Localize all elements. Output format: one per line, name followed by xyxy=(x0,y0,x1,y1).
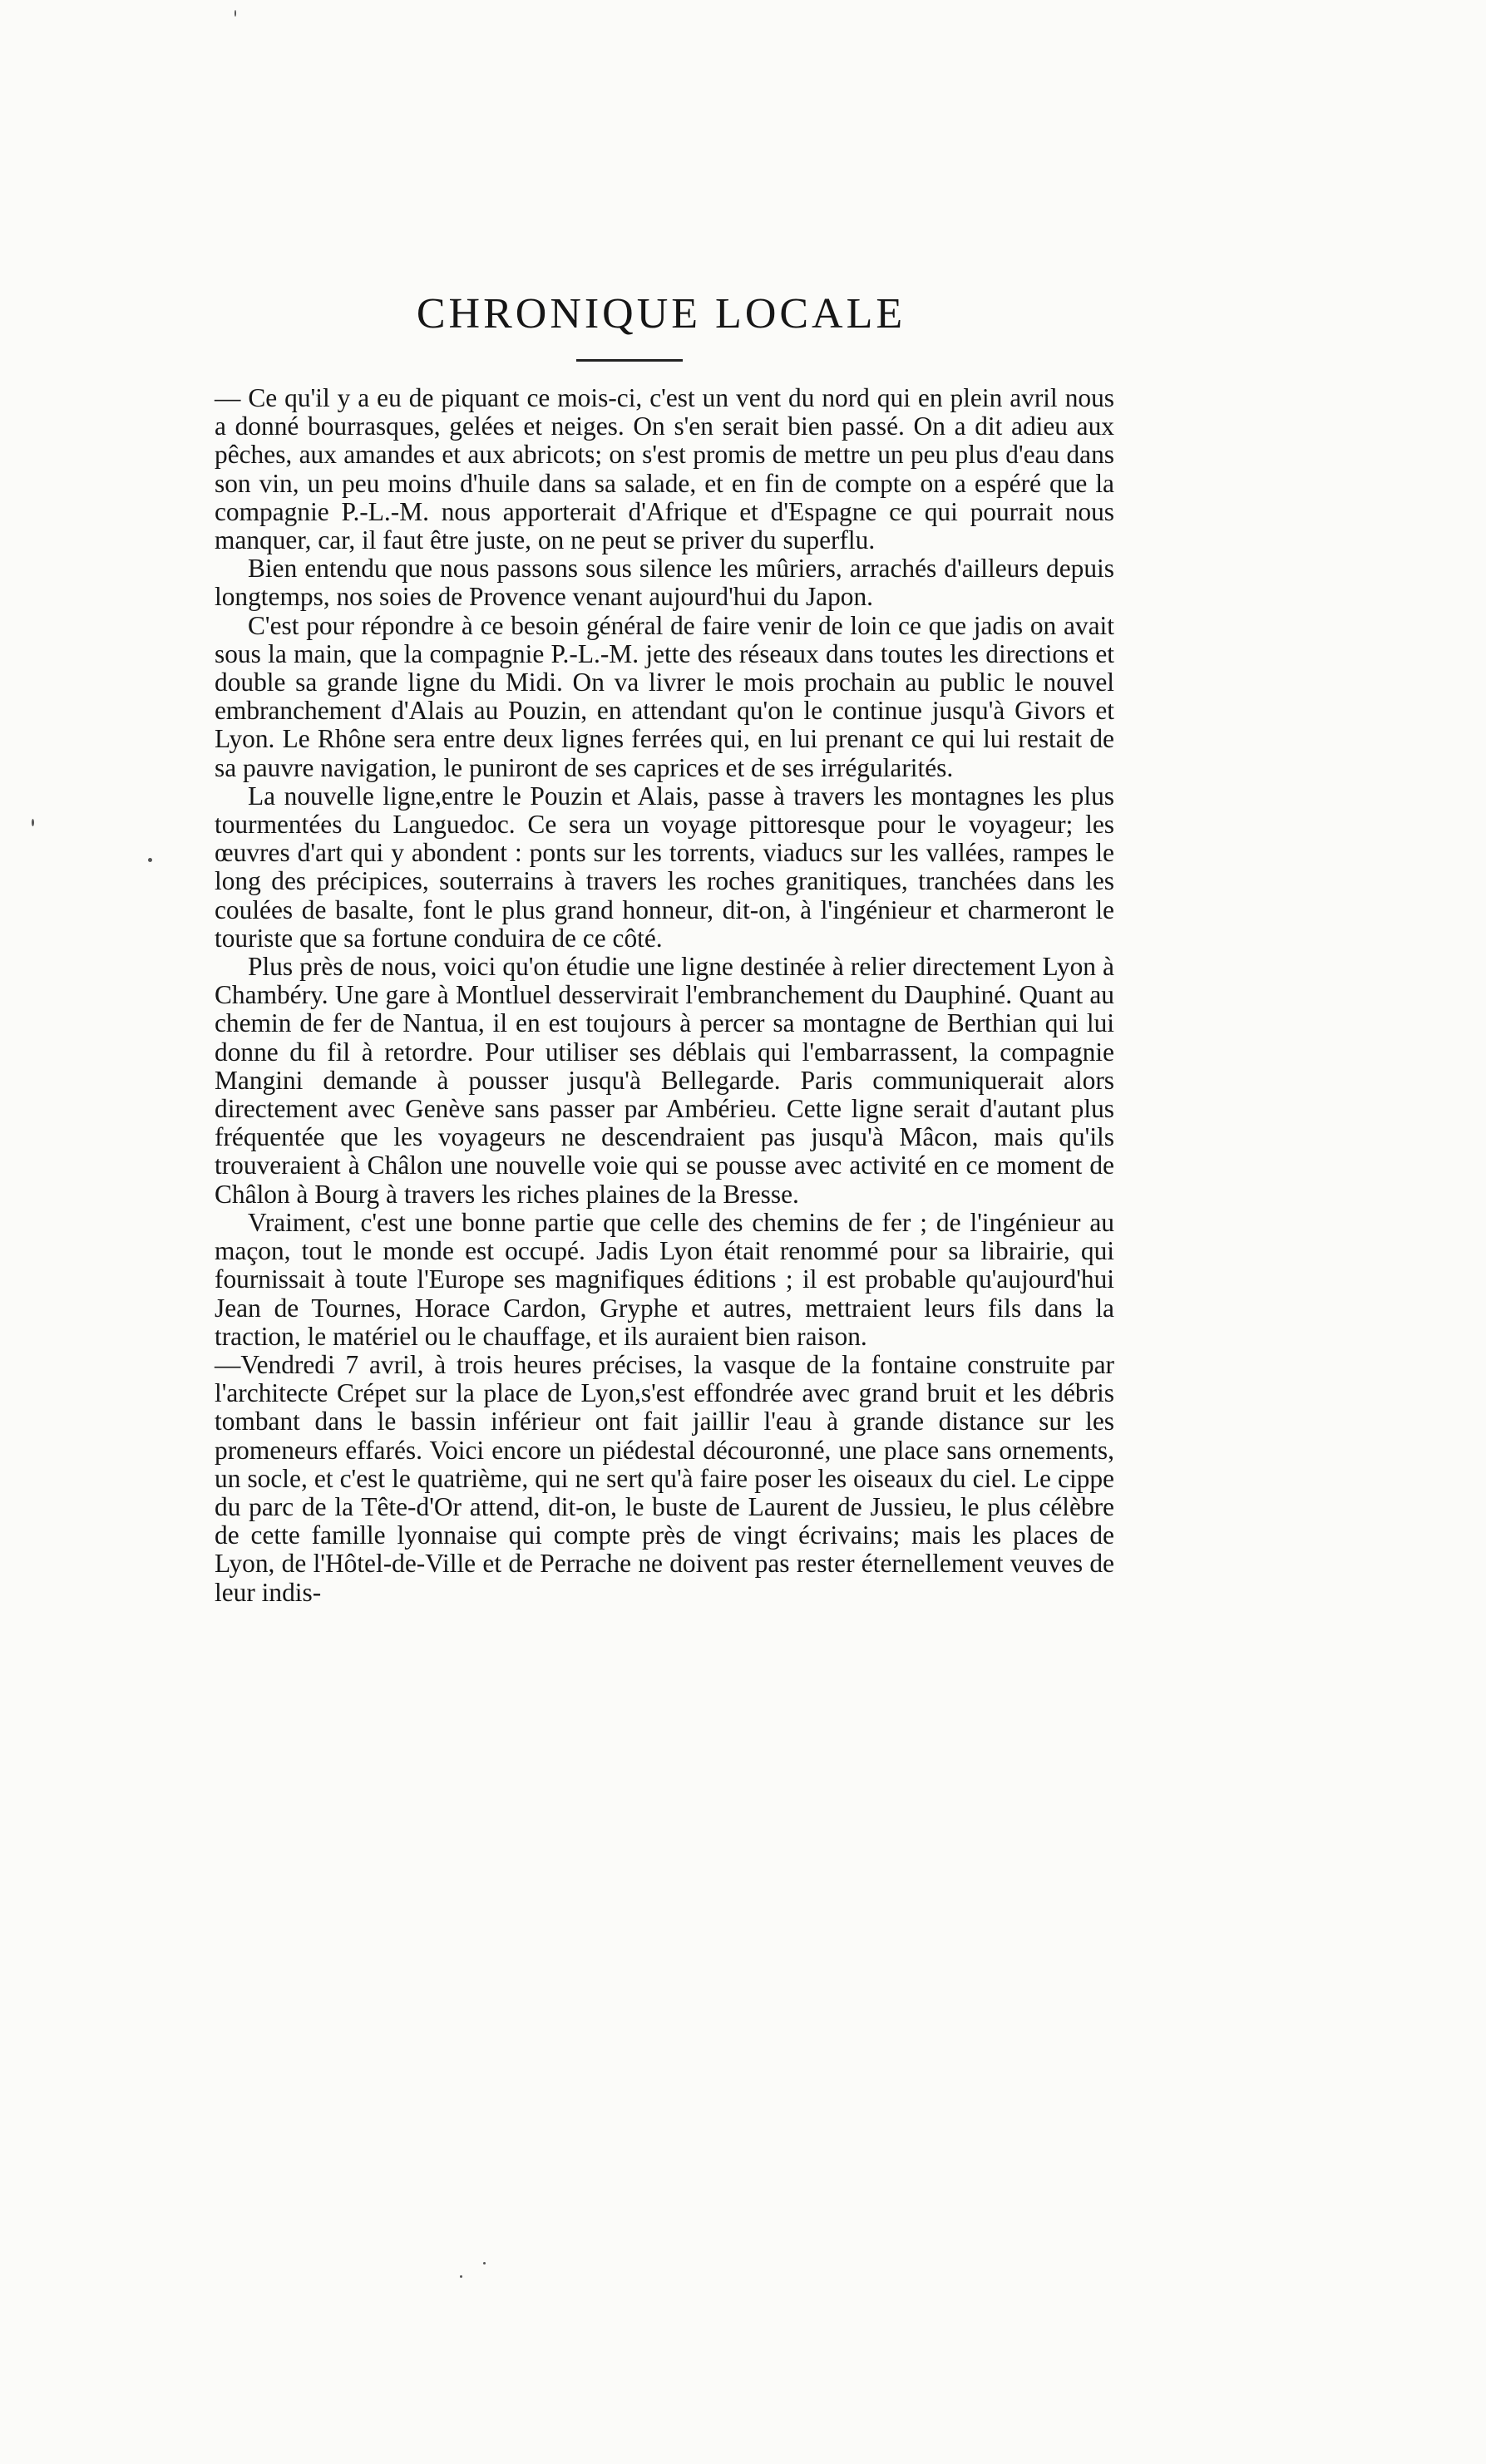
speck xyxy=(483,2262,486,2264)
speck xyxy=(235,10,236,17)
title-rule xyxy=(576,359,683,362)
paragraph-6: Vraiment, c'est une bonne partie que celle des chemins de fer ; de l'ingénieur au maçon, tout le monde est occupé. Jadis Lyon était renommé pour sa librairie, qui fournissait à toute l'Europe ses magnifiques éditions ; il est probable qu'aujourd'hui Jean de Tournes, Horace Cardon, Gryphe et autres, mettraient leurs fils dans la traction, le matériel ou le chauffage, et ils auraient bien raison. xyxy=(215,1207,1114,1351)
paragraph-7: —Vendredi 7 avril, à trois heures précises, la vasque de la fontaine construite par l'architecte Crépet sur la place de Lyon,s'est effondrée avec grand bruit et les débris tombant dans le bassin inférieur ont fait jaillir l'eau à grande distance sur les promeneurs effarés. Voici encore un piédestal découronné, une place sans ornements, un socle, et c'est le quatrième, qui ne sert qu'à faire poser les oiseaux du ciel. Le cippe du parc de la Tête-d'Or attend, dit-on, le buste de Laurent de Jussieu, le plus célèbre de cette famille lyonnaise qui compte près de vingt écrivains; mais les places de Lyon, de l'Hôtel-de-Ville et de Perrache ne doivent pas rester éternellement veuves de leur indis- xyxy=(215,1349,1114,1607)
page-title: CHRONIQUE LOCALE xyxy=(416,290,906,338)
speck xyxy=(148,858,152,862)
paragraph-4: La nouvelle ligne,entre le Pouzin et Alais, passe à travers les montagnes les plus tourmentées du Languedoc. Ce sera un voyage pittoresque pour le voyageur; les œuvres d'art qui y abondent : ponts sur les torrents, viaducs sur les vallées, rampes le long des précipices, souterrains à travers les roches granitiques, tranchées dans les coulées de basalte, font le plus grand honneur, dit-on, à l'ingénieur et charmeront le touriste que sa fortune conduira de ce côté. xyxy=(215,781,1114,953)
paragraph-1: — Ce qu'il y a eu de piquant ce mois-ci, c'est un vent du nord qui en plein avril nous a donné bourrasques, gelées et neiges. On s'en serait bien passé. On a dit adieu aux pêches, aux amandes et aux abricots; on s'est promis de mettre un peu plus d'eau dans son vin, un peu moins d'huile dans sa salade, et en fin de compte on a espéré que la compagnie P.-L.-M. nous apporterait d'Afrique et d'Espagne ce qui pourrait nous manquer, car, il faut être juste, on ne peut se priver du superflu. xyxy=(215,383,1114,555)
article-body xyxy=(215,384,1114,1607)
speck xyxy=(460,2275,462,2278)
speck xyxy=(32,819,34,826)
paragraph-2: Bien entendu que nous passons sous silence les mûriers, arrachés d'ailleurs depuis longtemps, nos soies de Provence venant aujourd'hui du Japon. xyxy=(215,554,1114,612)
paragraph-3: C'est pour répondre à ce besoin général de faire venir de loin ce que jadis on avait sous la main, que la compagnie P.-L.-M. jette des réseaux dans toutes les directions et double sa grande ligne du Midi. On va livrer le mois prochain au public le nouvel embranchement d'Alais au Pouzin, en attendant qu'on le continue jusqu'à Givors et Lyon. Le Rhône sera entre deux lignes ferrées qui, en lui prenant ce qui lui restait de sa pauvre navigation, le puniront de ses caprices et de ses irrégularités. xyxy=(215,610,1114,782)
paragraph-5: Plus près de nous, voici qu'on étudie une ligne destinée à relier directement Lyon à Chambéry. Une gare à Montluel desservirait l'embranchement du Dauphiné. Quant au chemin de fer de Nantua, il en est toujours à percer sa montagne de Berthian qui lui donne du fil à retordre. Pour utiliser ses déblais qui l'embarrassent, la compagnie Mangini demande à pousser jusqu'à Bellegarde. Paris communiquerait alors directement avec Genève sans passer par Ambérieu. Cette ligne serait d'autant plus fréquentée que les voyageurs ne descendraient pas jusqu'à Mâcon, mais qu'ils trouveraient à Châlon une nouvelle voie qui se pousse avec activité en ce moment de Châlon à Bourg à travers les riches plaines de la Bresse. xyxy=(215,952,1114,1209)
